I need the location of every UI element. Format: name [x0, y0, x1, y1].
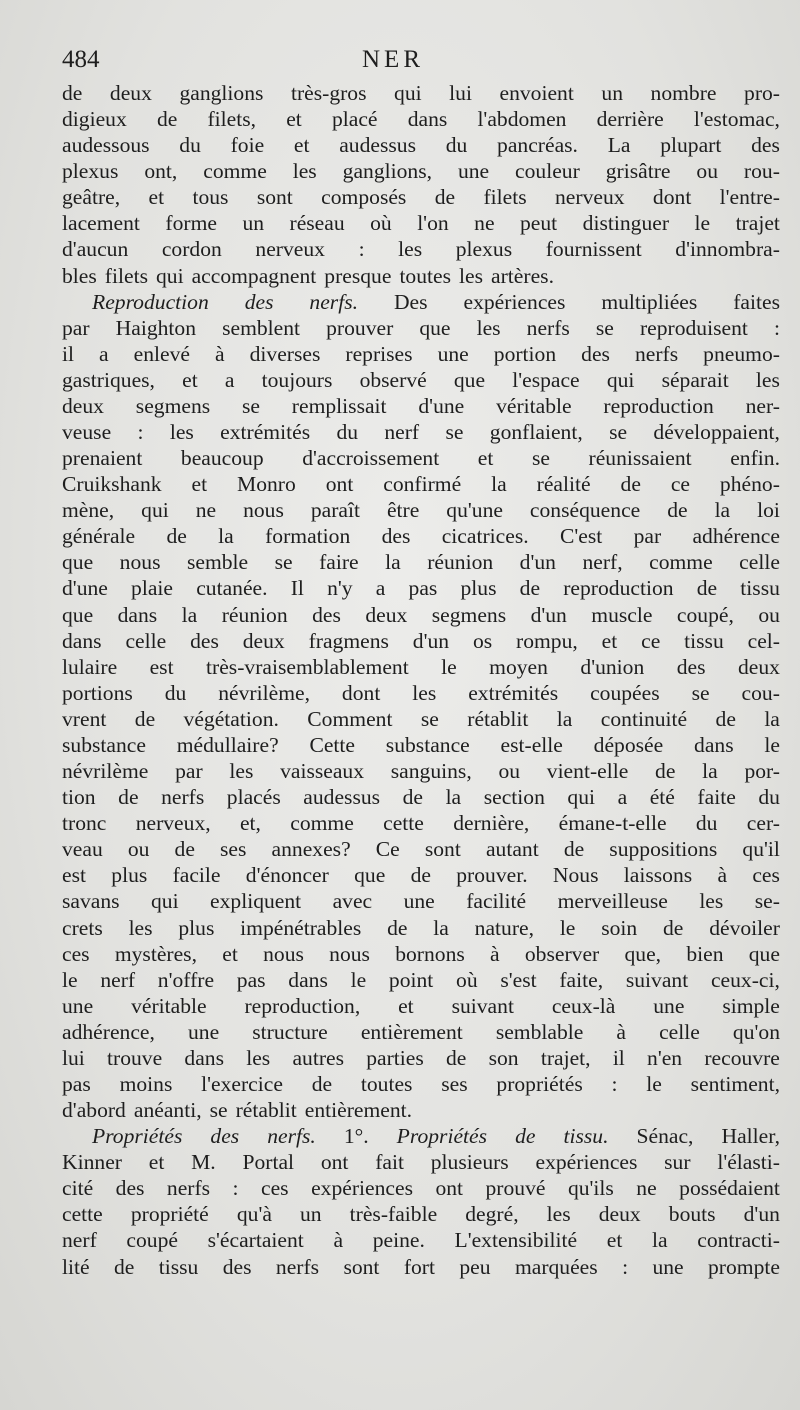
text-line: bles filets qui accompagnent presque toutes les artères. — [62, 263, 554, 288]
running-head: NER — [362, 46, 424, 73]
text-line: le nerf n'offre pas dans le point où s'est faite, suivant ceux-ci, — [62, 967, 780, 992]
text-line: lacement forme un réseau où l'on ne peut distinguer le trajet — [62, 211, 780, 236]
text-line: cette propriété qu'à un très-faible degré, les deux bouts d'un — [62, 1202, 780, 1227]
text-line: digieux de filets, et placé dans l'abdomen derrière l'estomac, — [62, 107, 780, 132]
text-line: d'abord anéanti, se rétablit entièrement. — [62, 1098, 413, 1123]
text-line: névrilème par les vaisseaux sanguins, ou vient-elle de la por- — [62, 759, 780, 784]
text-line: veuse : les extrémités du nerf se gonflaient, se développaient, — [62, 420, 780, 445]
page-header — [62, 40, 742, 80]
text-line: deux segmens se remplissait d'une véritable reproduction ner- — [62, 393, 780, 418]
text-line: plexus ont, comme les ganglions, une couleur grisâtre ou rou- — [62, 159, 780, 184]
text-line: il a enlevé à diverses reprises une portion des nerfs pneumo- — [62, 341, 780, 366]
text-line: Reproduction des nerfs. Des expériences multipliées faites — [92, 289, 780, 314]
text-line: tion de nerfs placés audessus de la section qui a été faite du — [62, 785, 780, 810]
text-line: ces mystères, et nous nous bornons à observer que, bien que — [62, 941, 780, 966]
text-line: tronc nerveux, et, comme cette dernière, émane-t-elle du cer- — [62, 811, 780, 836]
text-line: Propriétés des nerfs. 1°. Propriétés de tissu. Sénac, Haller, — [92, 1124, 780, 1149]
text-line: d'aucun cordon nerveux : les plexus fournissent d'innombra- — [62, 237, 780, 262]
text-line: de deux ganglions très-gros qui lui envoient un nombre pro- — [62, 81, 780, 105]
text-line: une véritable reproduction, et suivant ceux-là une simple — [62, 993, 780, 1018]
text-line: par Haighton semblent prouver que les nerfs se reproduisent : — [62, 315, 780, 340]
text-line: veau ou de ses annexes? Ce sont autant de suppositions qu'il — [62, 837, 780, 862]
text-line: audessous du foie et audessus du pancréas. La plupart des — [62, 133, 780, 158]
text-line: lulaire est très-vraisemblablement le moyen d'union des deux — [62, 654, 780, 679]
text-line: que dans la réunion des deux segmens d'un muscle coupé, ou — [62, 602, 780, 627]
body-text — [62, 80, 780, 1280]
text-line: d'une plaie cutanée. Il n'y a pas plus de reproduction de tissu — [62, 576, 780, 601]
text-line: portions du névrilème, dont les extrémités coupées se cou- — [62, 680, 780, 705]
text-line: lité de tissu des nerfs sont fort peu marquées : une prompte — [62, 1254, 780, 1279]
text-line: que nous semble se faire la réunion d'un nerf, comme celle — [62, 550, 780, 575]
text-line: générale de la formation des cicatrices. C'est par adhérence — [62, 524, 780, 549]
text-line: mène, qui ne nous paraît être qu'une conséquence de la loi — [62, 498, 780, 523]
text-line: savans qui expliquent avec une facilité merveilleuse les se- — [62, 889, 780, 914]
text-line: nerf coupé s'écartaient à peine. L'extensibilité et la contracti- — [62, 1228, 780, 1253]
text-line: dans celle des deux fragmens d'un os rompu, et ce tissu cel- — [62, 628, 780, 653]
text-line: Cruikshank et Monro ont confirmé la réalité de ce phéno- — [62, 472, 780, 497]
text-line: prenaient beaucoup d'accroissement et se réunissaient enfin. — [62, 446, 780, 471]
text-line: est plus facile d'énoncer que de prouver. Nous laissons à ces — [62, 863, 780, 888]
text-line: pas moins l'exercice de toutes ses propriétés : le sentiment, — [62, 1071, 780, 1096]
text-line: substance médullaire? Cette substance est-elle déposée dans le — [62, 732, 780, 757]
text-line: adhérence, une structure entièrement semblable à celle qu'on — [62, 1019, 780, 1044]
text-line: lui trouve dans les autres parties de son trajet, il n'en recouvre — [62, 1045, 780, 1070]
text-line: gastriques, et a toujours observé que l'espace qui séparait les — [62, 367, 780, 392]
text-line: Kinner et M. Portal ont fait plusieurs expériences sur l'élasti- — [62, 1150, 780, 1175]
text-line: crets les plus impénétrables de la nature, le soin de dévoiler — [62, 915, 780, 940]
text-line: vrent de végétation. Comment se rétablit la continuité de la — [62, 706, 780, 731]
page-number: 484 — [62, 46, 100, 73]
text-line: cité des nerfs : ces expériences ont prouvé qu'ils ne possédaient — [62, 1176, 780, 1201]
text-line: geâtre, et tous sont composés de filets nerveux dont l'entre- — [62, 185, 780, 210]
